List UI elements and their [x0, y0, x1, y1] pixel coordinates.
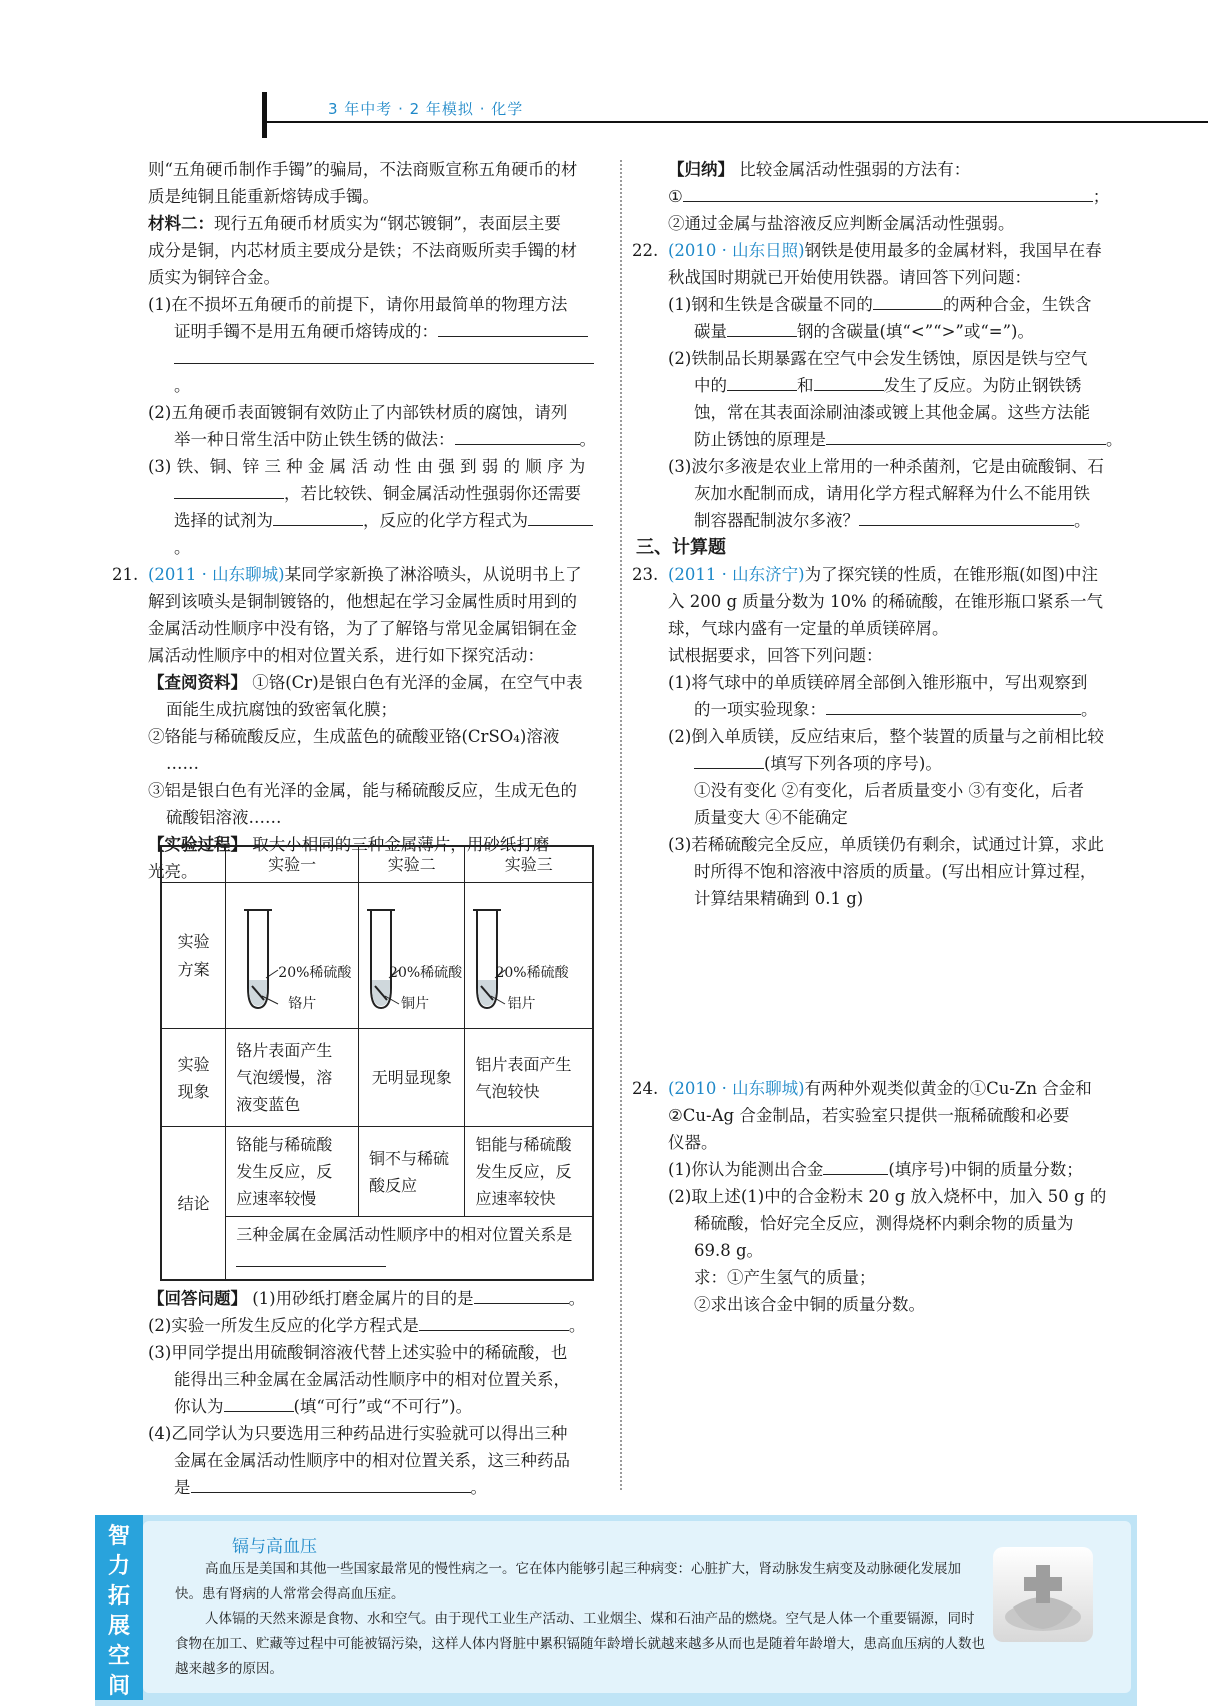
table-cell: 无明显现象 [359, 1029, 465, 1127]
answer-blank[interactable] [174, 480, 284, 499]
question-source: (2010 · 山东聊城) [668, 1079, 805, 1098]
question-23-part-2-line-2: (填写下列各项的序号)。 [668, 750, 1130, 777]
answer-1: 【回答问题】 (1)用砂纸打磨金属片的目的是 。 [148, 1285, 603, 1312]
question-number: 23. [632, 565, 659, 584]
question-2: (2)五角硬币表面镀铜有效防止了内部铁材质的腐蚀，请列 [148, 403, 568, 422]
question-22: 22. (2010 · 山东日照)钢铁是使用最多的金属材料，我国早在春 [668, 237, 1130, 264]
test-tube-cell [359, 883, 465, 1029]
question-23-part-3-line-2: 时所得不饱和溶液中溶质的质量。(写出相应计算过程， [694, 862, 1097, 881]
answer-blank[interactable] [438, 318, 588, 337]
answer-blank[interactable] [528, 507, 593, 526]
summary-label: 【归纳】 [668, 160, 734, 179]
question-21-line-3: 金属活动性顺序中没有铬，为了了解铬与常见金属铝铜在金 [148, 619, 577, 638]
metal-label: 铝片 [507, 995, 536, 1012]
table-header-row [161, 846, 593, 883]
answer-3-line-3: 你认为 (填“可行”或“不可行”)。 [148, 1393, 603, 1420]
question-24-line-3: 仪器。 [668, 1133, 718, 1152]
question-number: 22. [632, 241, 659, 260]
summary-item-2: ②通过金属与盐溶液反应判断金属活动性强弱。 [668, 214, 1015, 233]
answer-blank[interactable] [683, 183, 1093, 202]
question-source: (2010 · 山东日照) [668, 241, 805, 260]
question-23-options-line-2: 质量变大 ④不能确定 [694, 808, 848, 827]
answer-blank[interactable] [455, 426, 580, 445]
question-23-part-3: (3)若稀硫酸完全反应，单质镁仍有剩余，试通过计算，求此 [668, 835, 1104, 854]
question-22-part-3: (3)波尔多液是农业上常用的一种杀菌剂，它是由硫酸铜、石 [668, 457, 1104, 476]
question-23-line-2: 入 200 g 质量分数为 10% 的稀硫酸，在锥形瓶口紧系一气 [668, 592, 1103, 611]
question-21: 21. (2011 · 山东聊城)某同学家新换了淋浴喷头，从说明书上了 [148, 561, 603, 588]
material-two-line-3: 质实为铜锌合金。 [148, 268, 280, 287]
answer-blank[interactable] [823, 1156, 888, 1175]
question-24-part-2-line-2: 稀硫酸，恰好完全反应，测得烧杯内剩余物的质量为 [694, 1214, 1074, 1233]
reference-label: 【查阅资料】 [148, 673, 247, 692]
column-divider [620, 160, 622, 1490]
experiment-table [160, 845, 594, 1281]
question-22-part-2-line-4: 防止锈蚀的原理是 。 [668, 426, 1130, 453]
test-tube-icon [226, 896, 336, 1016]
table-cell: 铬能与稀硫酸发生反应，反应速率较慢 [226, 1127, 359, 1217]
medical-cross-graphic [993, 1547, 1093, 1642]
row-label: 结论 [161, 1127, 226, 1281]
answer-blank[interactable] [873, 291, 943, 310]
left-column [112, 156, 603, 885]
material-two-label: 材料二： [148, 214, 214, 233]
question-22-part-3-line-2: 灰加水配制而成，请用化学方程式解释为什么不能用铁 [694, 484, 1090, 503]
question-3-line-2: ，若比较铁、铜金属活动性强弱你还需要 [148, 480, 603, 507]
reference-3: ③铝是银白色有光泽的金属，能与稀硫酸反应，生成无色的 [148, 781, 577, 800]
answer-blank[interactable] [273, 507, 363, 526]
page-header-title: 3 年中考 · 2 年模拟 · 化学 [328, 100, 524, 118]
table-cell: 铜不与稀硫酸反应 [359, 1127, 465, 1217]
question-number: 24. [632, 1079, 659, 1098]
test-tube-cell [226, 883, 359, 1029]
question-source: (2011 · 山东济宁) [668, 565, 805, 584]
question-1: (1)在不损坏五角硬币的前提下，请你用最简单的物理方法 [148, 295, 568, 314]
metal-label: 铜片 [401, 995, 430, 1012]
table-row [161, 1029, 593, 1127]
procedure: 【实验过程】 取大小相同的三种金属薄片，用砂纸打磨 [148, 835, 550, 854]
table-cell: 铝片表面产生气泡较快 [465, 1029, 593, 1127]
section-heading: 三、计算题 [636, 537, 726, 558]
answer-blank[interactable] [236, 1248, 386, 1267]
footer-paragraph: 高血压是美国和其他一些国家最常见的慢性病之一。它在体内能够引起三种病变：心脏扩大，肾动脉发生病变及动脉硬化发展加快。患有肾病的人常常会得高血压症。 [175, 1561, 961, 1602]
answer-blank[interactable] [826, 426, 1106, 445]
header-rule [262, 121, 1208, 123]
reference-2: ②铬能与稀硫酸反应，生成蓝色的硫酸亚铬(CrSO₄)溶液 [148, 727, 560, 746]
table-header-cell: 实验二 [359, 846, 465, 883]
question-23-part-2: (2)倒入单质镁，反应结束后，整个装置的质量与之前相比较 [668, 727, 1104, 746]
answer-blank[interactable] [814, 372, 884, 391]
answer-blank[interactable] [727, 372, 797, 391]
question-21-line-2: 解到该喷头是铜制镀铬的，他想起在学习金属性质时用到的 [148, 592, 577, 611]
summary-item-1: ① ； [668, 183, 1130, 210]
table-header-cell: 实验三 [465, 846, 593, 883]
question-23-line-4: 试根据要求，回答下列问题： [668, 646, 883, 665]
question-24-line-2: ②Cu-Ag 合金制品，若实验室只提供一瓶稀硫酸和必要 [668, 1106, 1070, 1125]
table-row [161, 1127, 593, 1217]
table-row [161, 883, 593, 1029]
table-header-cell: 实验一 [226, 846, 359, 883]
answer-label: 【回答问题】 [148, 1289, 247, 1308]
answer-blank[interactable] [727, 318, 797, 337]
question-23-options: ①没有变化 ②有变化，后者质量变小 ③有变化，后者 [694, 781, 1084, 800]
question-24-part-2: (2)取上述(1)中的合金粉末 20 g 放入烧杯中，加入 50 g 的 [668, 1187, 1107, 1206]
question-1-line-3: 。 [148, 345, 603, 399]
metal-label: 铬片 [288, 995, 317, 1012]
test-tube-copper [359, 896, 463, 1016]
answer-blank[interactable] [419, 1312, 569, 1331]
table-cell: 铬片表面产生气泡缓慢，溶液变蓝色 [226, 1029, 359, 1127]
footer-title: 镉与高血压 [232, 1537, 317, 1557]
question-23-line-3: 球，气球内盛有一定量的单质镁碎屑。 [668, 619, 949, 638]
answer-blank[interactable] [826, 696, 1081, 715]
answer-3: (3)甲同学提出用硫酸铜溶液代替上述实验中的稀硫酸，也 [148, 1343, 568, 1362]
question-23-part-3-line-3: 计算结果精确到 0.1 g) [694, 889, 864, 908]
reference-2-line-2: …… [166, 754, 199, 773]
header-bar [262, 92, 267, 138]
row-label: 实验现象 [161, 1029, 226, 1127]
acid-label: 20%稀硫酸 [278, 964, 352, 981]
question-22-part-2-line-2: 中的 和 发生了反应。为防止钢铁锈 [668, 372, 1130, 399]
question-24-part-2-line-4: 求：①产生氢气的质量； [694, 1268, 876, 1287]
question-24: 24. (2010 · 山东聊城)有两种外观类似黄金的①Cu-Zn 合金和 [668, 1075, 1130, 1102]
footer-side-label: 智力拓展空间 [107, 1524, 130, 1699]
acid-label: 20%稀硫酸 [389, 964, 463, 981]
answer-blank[interactable] [191, 1474, 471, 1493]
answer-3-line-2: 能得出三种金属在金属活动性顺序中的相对位置关系， [174, 1370, 570, 1389]
answer-blank[interactable] [859, 507, 1074, 526]
material-two: 材料二：现行五角硬币材质实为“钢芯镀铜”，表面层主要 [148, 214, 561, 233]
question-22-line-2: 秋战国时期就已开始使用铁器。请回答下列问题： [668, 268, 1031, 287]
right-column-q24 [632, 1075, 1130, 1318]
test-tube-aluminum [465, 896, 569, 1016]
question-22-part-1-line-2: 碳量 钢的含碳量(填“<”“>”或“=”)。 [668, 318, 1130, 345]
summary: 【归纳】 比较金属活动性强弱的方法有： [668, 160, 971, 179]
question-22-part-3-line-3: 制容器配制波尔多液？ 。 [668, 507, 1130, 534]
procedure-line-2: 光亮。 [148, 862, 198, 881]
intro-line-2: 质是纯铜且能重新熔铸成手镯。 [148, 187, 379, 206]
test-tube-cell [465, 883, 593, 1029]
reference-1-line-2: 面能生成抗腐蚀的致密氧化膜； [166, 700, 397, 719]
procedure-label: 【实验过程】 [148, 835, 247, 854]
question-3-line-3: 选择的试剂为 ，反应的化学方程式为。 [148, 507, 603, 561]
acid-label: 20%稀硫酸 [495, 964, 569, 981]
question-number: 21. [112, 565, 139, 584]
intro-line-1: 则“五角硬币制作手镯”的骗局，不法商贩宣称五角硬币的材 [148, 160, 578, 179]
question-22-part-1: (1)钢和生铁是含碳量不同的 的两种合金，生铁含 [668, 291, 1130, 318]
question-24-part-2-line-3: 69.8 g。 [694, 1241, 764, 1260]
answer-blank[interactable] [474, 1285, 569, 1304]
right-column [632, 156, 1130, 912]
question-24-part-1: (1)你认为能测出合金 (填序号)中铜的质量分数； [668, 1156, 1130, 1183]
answer-4-line-2: 金属在金属活动性顺序中的相对位置关系，这三种药品 [174, 1451, 570, 1470]
answer-4-line-3: 是 。 [148, 1474, 603, 1501]
answer-2: (2)实验一所发生反应的化学方程式是 。 [148, 1312, 603, 1339]
left-column-answers [148, 1285, 603, 1501]
answer-4: (4)乙同学认为只要选用三种药品进行实验就可以得出三种 [148, 1424, 568, 1443]
table-cell: 铝能与稀硫酸发生反应，反应速率较快 [465, 1127, 593, 1217]
question-source: (2011 · 山东聊城) [148, 565, 285, 584]
answer-blank[interactable] [694, 750, 764, 769]
question-24-part-2-line-5: ②求出该合金中铜的质量分数。 [694, 1295, 925, 1314]
reference-1: 【查阅资料】 ①铬(Cr)是银白色有光泽的金属，在空气中表 [148, 673, 583, 692]
footer-paragraph: 人体镉的天然来源是食物、水和空气。由于现代工业生产活动、工业烟尘、煤和石油产品的燃烧。空气是人体一个重要镉源，同时食物在加工、贮藏等过程中可能被镉污染，这样人体内肾脏中累积镉随年龄增长就越来越多从而也是随着年龄增大，患高血压病的人数也越来越多的原因。 [175, 1611, 985, 1677]
question-22-part-2: (2)铁制品长期暴露在空气中会发生锈蚀，原因是铁与空气 [668, 349, 1088, 368]
question-3: (3) 铁、铜、锌 三 种 金 属 活 动 性 由 强 到 弱 的 顺 序 为 [148, 457, 586, 476]
material-two-line-2: 成分是铜，内芯材质主要成分是铁；不法商贩所卖手镯的材 [148, 241, 577, 260]
table-row [161, 1217, 593, 1281]
answer-blank[interactable] [174, 345, 594, 364]
question-23: 23. (2011 · 山东济宁)为了探究镁的性质，在锥形瓶(如图)中注 [668, 561, 1130, 588]
question-23-part-1: (1)将气球中的单质镁碎屑全部倒入锥形瓶中，写出观察到 [668, 673, 1088, 692]
question-23-part-1-line-2: 的一项实验现象： 。 [668, 696, 1130, 723]
medical-cross-icon [993, 1547, 1093, 1642]
test-tube-chromium [226, 896, 352, 1016]
question-1-line-2: 证明手镯不是用五角硬币熔铸成的： [148, 318, 603, 345]
reference-3-line-2: 硫酸铝溶液…… [166, 808, 282, 827]
question-2-line-2: 举一种日常生活中防止铁生锈的做法： 。 [148, 426, 603, 453]
answer-blank[interactable] [224, 1393, 294, 1412]
table-cell: 三种金属在金属活动性顺序中的相对位置关系是 [226, 1217, 593, 1281]
question-21-line-4: 属活动性顺序中的相对位置关系，进行如下探究活动： [148, 646, 544, 665]
row-label: 实验方案 [161, 883, 226, 1029]
question-22-part-2-line-3: 蚀，常在其表面涂刷油漆或镀上其他金属。这些方法能 [694, 403, 1090, 422]
footer-text [175, 1557, 985, 1682]
